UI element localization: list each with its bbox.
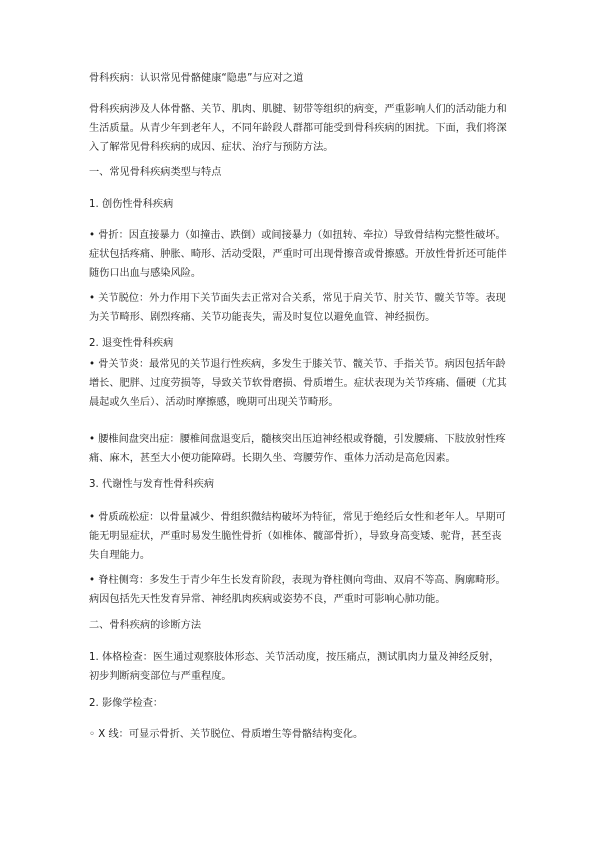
subheading-degenerative: 2. 退变性骨科疾病 [89, 338, 174, 349]
paragraph-scoliosis: • 脊柱侧弯：多发生于青少年生长发育阶段，表现为脊柱侧向弯曲、双肩不等高、胸廓畸形。病因包括先天性发育异常、神经肌肉疾病或姿势不良，严重时可影响心肺功能。 [89, 575, 506, 605]
subheading-imaging: 2. 影像学检查： [89, 698, 164, 709]
paragraph-osteoarthritis: • 骨关节炎：最常见的关节退行性疾病，多发生于膝关节、髋关节、手指关节。病因包括年龄增长、肥胖、过度劳损等，导致关节软骨磨损、骨质增生。症状表现为关节疼痛、僵硬（尤其晨起或久坐后）、活动时摩擦感，晚期可出现关节畸形。 [89, 359, 507, 408]
paragraph-physical-exam: 1. 体格检查：医生通过观察肢体形态、关节活动度，按压痛点，测试肌肉力量及神经反射，初步判断病变部位与严重程度。 [89, 652, 500, 682]
section-heading-diagnosis: 二、骨科疾病的诊断方法 [89, 620, 202, 631]
paragraph-dislocation: • 关节脱位：外力作用下关节面失去正常对合关系，常见于肩关节、肘关节、髋关节等。表现为关节畸形、剧烈疼痛、关节功能丧失，需及时复位以避免血管、神经损伤。 [89, 293, 506, 323]
paragraph-osteoporosis: • 骨质疏松症：以骨量减少、骨组织微结构破坏为特征，常见于绝经后女性和老年人。早期可能无明显症状，严重时易发生脆性骨折（如椎体、髋部骨折），导致身高变矮、驼背，甚至丧失自理能力。 [89, 512, 506, 561]
subheading-traumatic: 1. 创伤性骨科疾病 [89, 199, 174, 210]
intro-paragraph: 骨科疾病涉及人体骨骼、关节、肌肉、肌腱、韧带等组织的病变，严重影响人们的活动能力和生活质量。从青少年到老年人，不同年龄段人群都可能受到骨科疾病的困扰。下面，我们将深入了解常见骨科疾病的成因、症状、治疗与预防方法。 [89, 104, 507, 153]
section-heading-types: 一、常见骨科疾病类型与特点 [89, 167, 222, 178]
paragraph-fracture: • 骨折：因直接暴力（如撞击、跌倒）或间接暴力（如扭转、牵拉）导致骨结构完整性破坏。症状包括疼痛、肿胀、畸形、活动受限，严重时可出现骨擦音或骨擦感。开放性骨折还可能伴随伤口出血与感染风险。 [89, 230, 507, 279]
paragraph-xray: ◦ X 线：可显示骨折、关节脱位、骨质增生等骨骼结构变化。 [89, 729, 364, 740]
paragraph-disc-herniation: • 腰椎间盘突出症：腰椎间盘退变后，髓核突出压迫神经根或脊髓，引发腰痛、下肢放射性疼痛、麻木，甚至大小便功能障碍。长期久坐、弯腰劳作、重体力活动是高危因素。 [89, 434, 506, 464]
document-title: 骨科疾病：认识常见骨骼健康“隐患”与应对之道 [89, 73, 304, 84]
subheading-metabolic: 3. 代谢性与发育性骨科疾病 [89, 479, 215, 490]
